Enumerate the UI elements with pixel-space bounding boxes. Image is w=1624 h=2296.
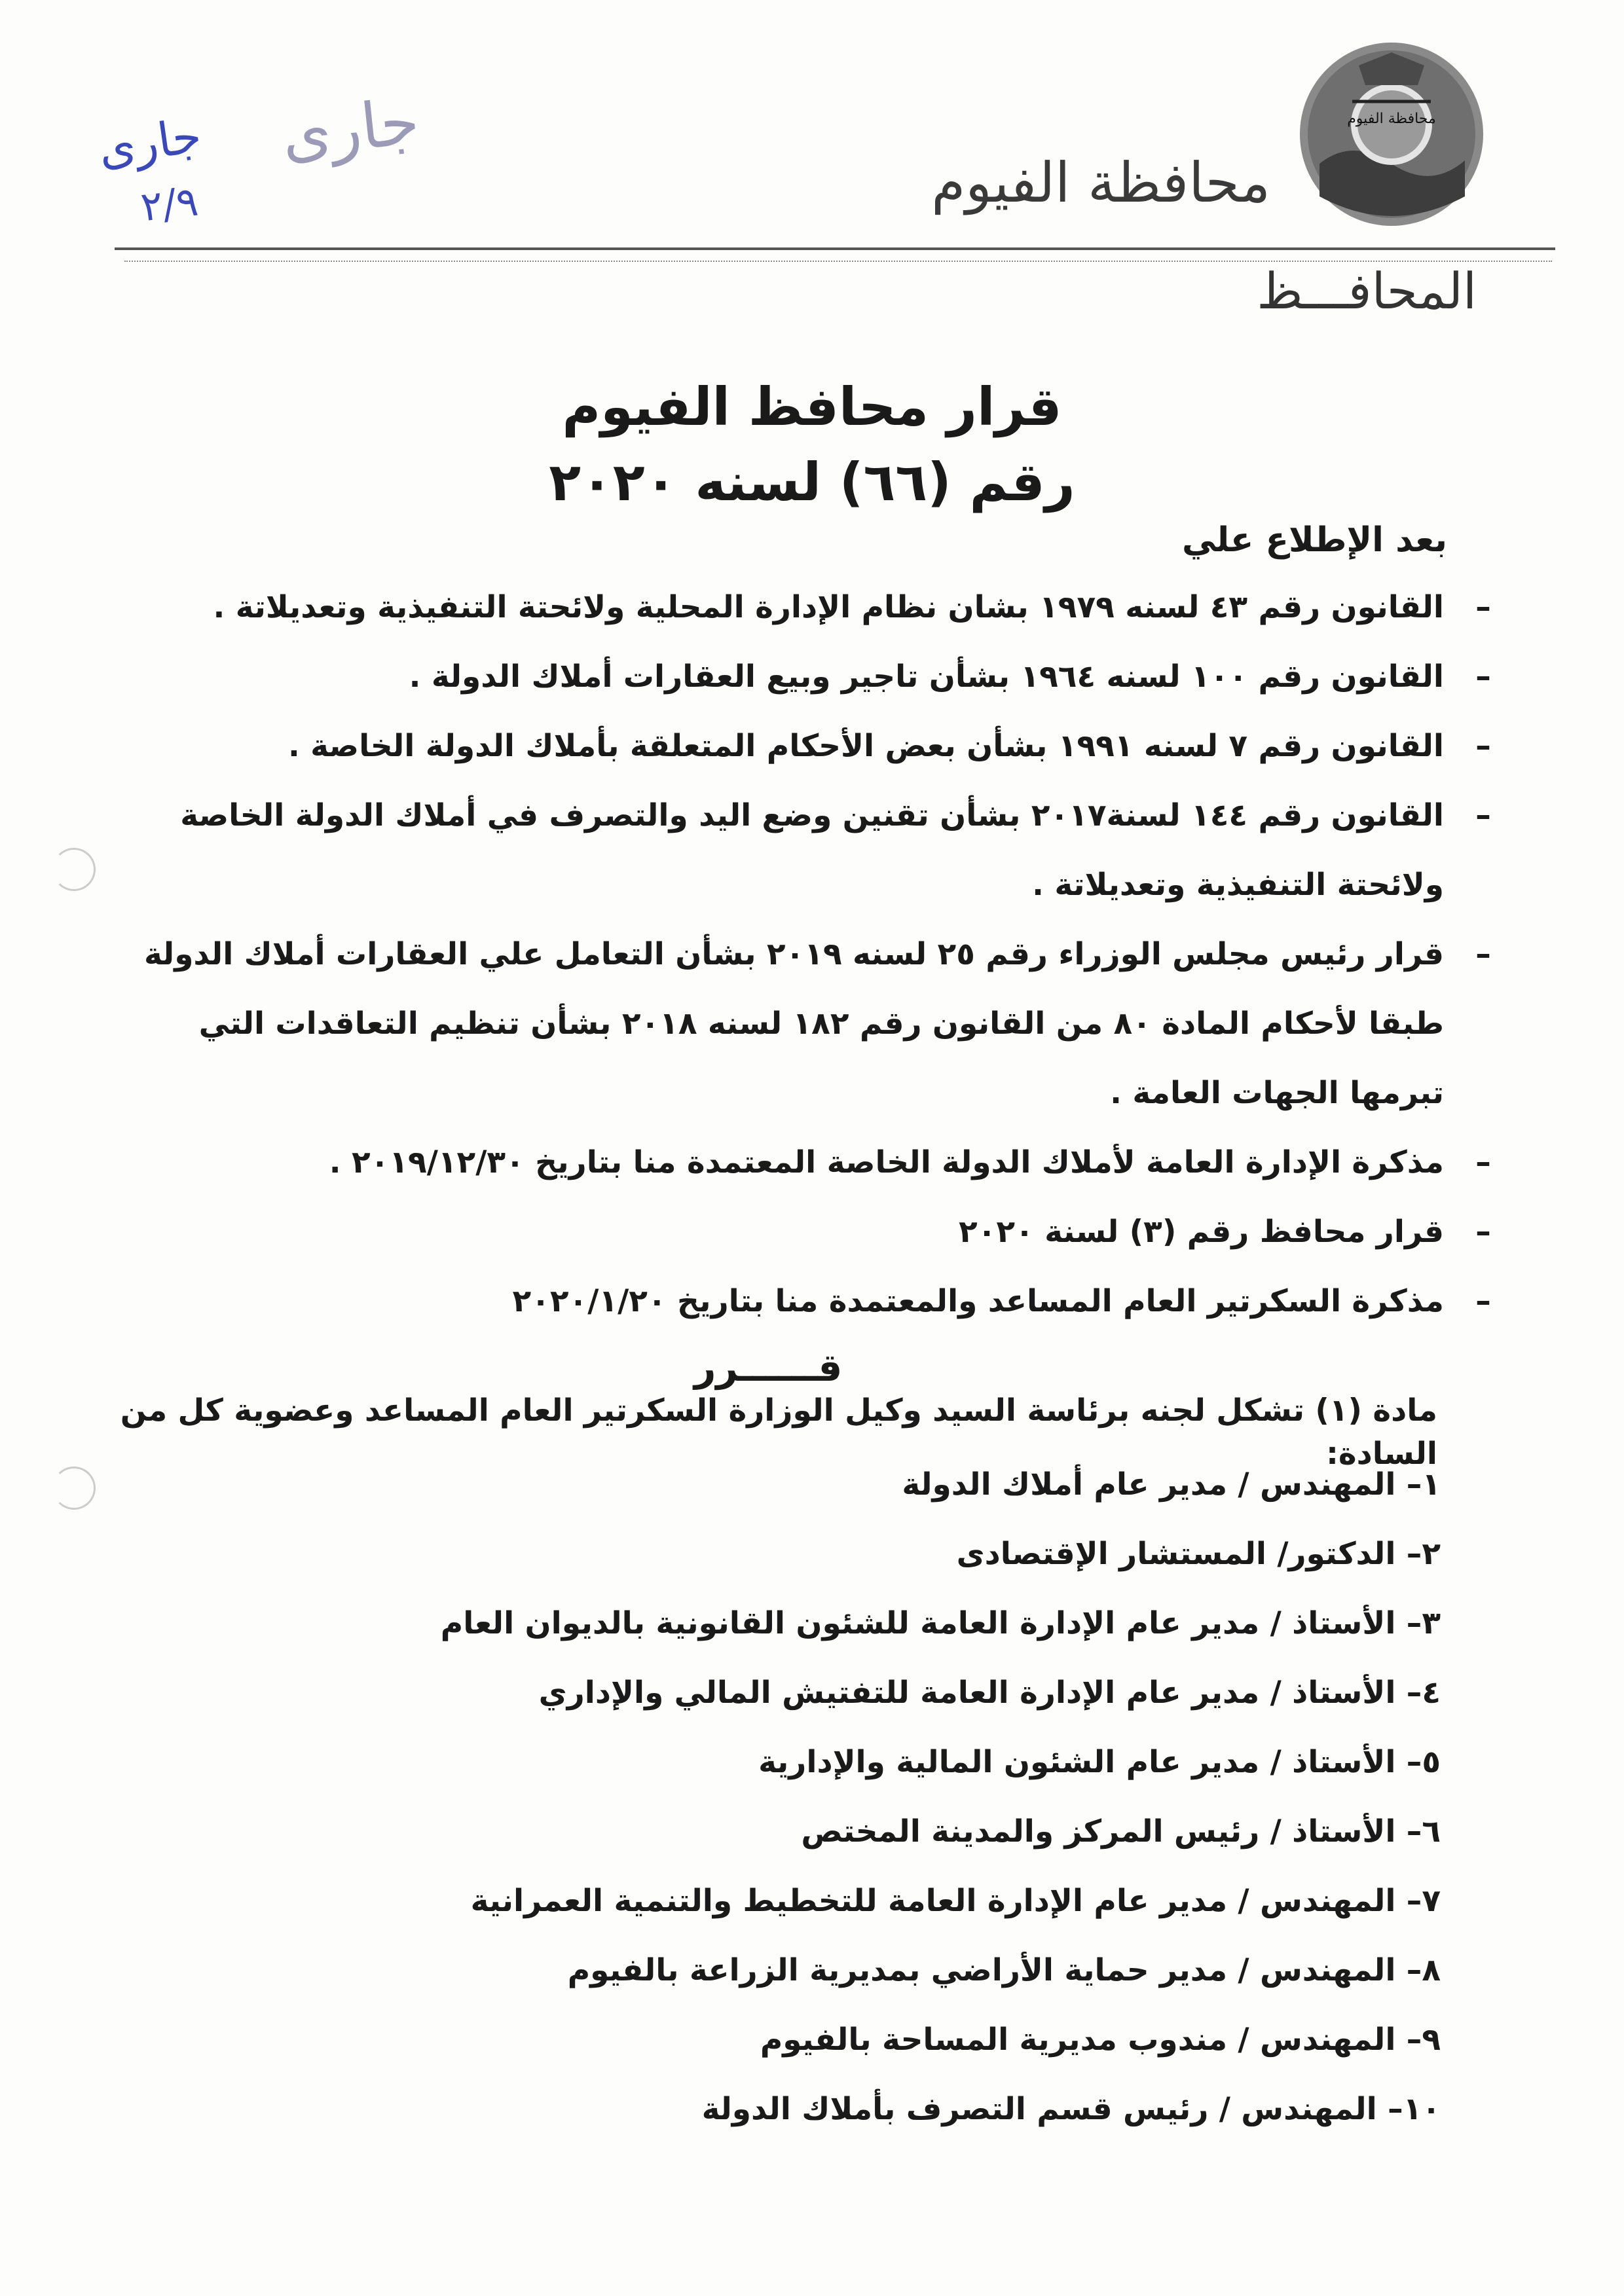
reference-text: القانون رقم ١٠٠ لسنه ١٩٦٤ بشأن تاجير وبيع العقارات أملاك الدولة . xyxy=(409,659,1444,695)
committee-member: ٦– الأستاذ / رئيس المركز والمدينة المختص xyxy=(801,1813,1441,1850)
bullet-dash: – xyxy=(1475,659,1491,695)
reference-item xyxy=(131,573,1506,642)
governorate-seal-logo xyxy=(1293,39,1490,229)
office-title: المحافـــظ xyxy=(1257,262,1477,320)
reference-text: مذكرة السكرتير العام المساعد والمعتمدة منا بتاريخ ٢٠٢٠/١/٢٠ xyxy=(512,1283,1444,1319)
bullet-dash: – xyxy=(1475,1283,1491,1319)
reference-item xyxy=(131,781,1506,920)
committee-member: ٩– المهندس / مندوب مديرية المساحة بالفيوم xyxy=(760,2022,1441,2058)
punch-hole-mark xyxy=(52,1467,96,1510)
reference-text: القانون رقم ٤٣ لسنه ١٩٧٩ بشان نظام الإدارة المحلية ولائحتة التنفيذية وتعديلاتة . xyxy=(213,589,1444,625)
bullet-dash: – xyxy=(1475,1214,1491,1250)
article-1-text: مادة (١) تشكل لجنه برئاسة السيد وكيل الوزارة السكرتير العام المساعد وعضوية كل من السادة: xyxy=(120,1393,1437,1472)
bullet-dash: – xyxy=(1475,589,1491,625)
header-divider xyxy=(115,247,1555,250)
handwritten-note: جارى xyxy=(94,107,205,177)
reference-text: القانون رقم ٧ لسنه ١٩٩١ بشأن بعض الأحكام المتعلقة بأملاك الدولة الخاصة . xyxy=(287,728,1444,764)
committee-member: ٨– المهندس / مدير حماية الأراضي بمديرية الزراعة بالفيوم xyxy=(567,1952,1441,1988)
handwritten-note: ٢/٩ xyxy=(138,177,201,231)
committee-member: ٥– الأستاذ / مدير عام الشئون المالية والإدارية xyxy=(758,1744,1441,1780)
bullet-dash: – xyxy=(1475,1144,1491,1180)
decree-number: رقم (٦٦) لسنه ٢٠٢٠ xyxy=(549,452,1075,513)
reference-item xyxy=(131,920,1506,1128)
reference-item xyxy=(131,1267,1506,1336)
committee-member: ٧– المهندس / مدير عام الإدارة العامة للتخطيط والتنمية العمرانية xyxy=(470,1883,1441,1919)
committee-member: ٢– الدكتور/ المستشار الإقتصادى xyxy=(956,1536,1441,1572)
bullet-dash: – xyxy=(1475,728,1491,764)
seal-text: محافظة الفيوم xyxy=(1347,111,1436,127)
committee-member: ١– المهندس / مدير عام أملاك الدولة xyxy=(902,1467,1441,1503)
committee-member: ٣– الأستاذ / مدير عام الإدارة العامة للشئون القانونية بالديوان العام xyxy=(440,1605,1441,1641)
punch-hole-mark xyxy=(52,848,96,891)
committee-member: ٤– الأستاذ / مدير عام الإدارة العامة للتفتيش المالي والإداري xyxy=(538,1675,1441,1711)
reference-text: مذكرة الإدارة العامة لأملاك الدولة الخاصة المعتمدة منا بتاريخ ٢٠١٩/١٢/٣٠ . xyxy=(329,1144,1444,1180)
preamble-heading: بعد الإطلاع علي xyxy=(1181,520,1447,560)
reference-item xyxy=(131,1197,1506,1267)
reference-item xyxy=(131,1128,1506,1197)
bullet-dash: – xyxy=(1475,936,1491,972)
decree-title: قرار محافظ الفيوم xyxy=(562,376,1062,437)
reference-text: قرار محافظ رقم (٣) لسنة ٢٠٢٠ xyxy=(959,1214,1444,1250)
bullet-dash: – xyxy=(1475,797,1491,833)
reference-item xyxy=(131,712,1506,781)
reference-item xyxy=(131,642,1506,712)
governorate-name: محافظة الفيوم xyxy=(931,151,1270,215)
handwritten-note: جارى xyxy=(278,84,423,172)
reference-text: قرار رئيس مجلس الوزراء رقم ٢٥ لسنه ٢٠١٩ بشأن التعامل علي العقارات أملاك الدولة طبقا لأحكام المادة ٨٠ من القانون رقم ١٨٢ لسنه ٢٠١٨ بشأن تنظيم التعاقدات التي تبرمها الجهات العامة . xyxy=(144,936,1444,1111)
decision-heading: قــــــرر xyxy=(694,1345,843,1390)
committee-member: ١٠– المهندس / رئيس قسم التصرف بأملاك الدولة xyxy=(701,2091,1441,2127)
reference-text: القانون رقم ١٤٤ لسنة٢٠١٧ بشأن تقنين وضع اليد والتصرف في أملاك الدولة الخاصة ولائحتة التنفيذية وتعديلاتة . xyxy=(180,797,1444,903)
